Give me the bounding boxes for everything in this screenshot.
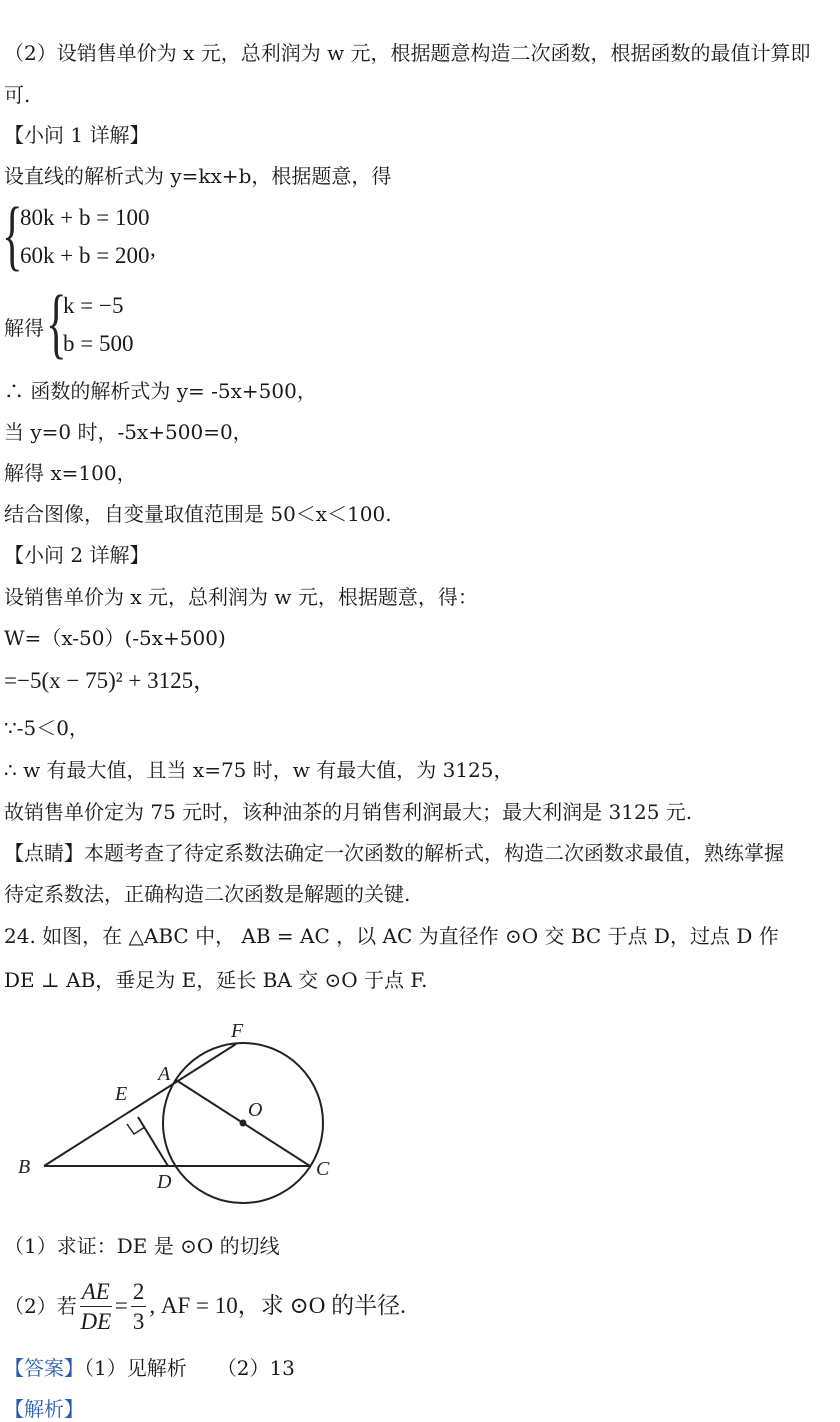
sub-question-2 (4, 1276, 406, 1337)
fraction-two-thirds (131, 1278, 147, 1337)
fraction-ae-de (80, 1278, 112, 1337)
text-line: 当 y=0 时，-5x+500=0， (4, 420, 253, 444)
section-heading: 【小问 1 详解】 (4, 123, 150, 147)
label-o: O (248, 1099, 263, 1121)
text-line: 设直线的解析式为 y=kx+b，根据题意，得 (4, 164, 392, 188)
text-line: ∴ 函数的解析式为 y= -5x+500， (4, 379, 317, 403)
answer-tag: 【答案】 (4, 1356, 84, 1380)
text-line: （2）设销售单价为 x 元，总利润为 w 元，根据题意构造二次函数，根据函数的最值计算即 (4, 41, 811, 65)
text-line: 可. (4, 83, 31, 107)
sub-question-1: （1）求证：DE 是 ⊙O 的切线 (4, 1234, 280, 1258)
section-heading: 【小问 2 详解】 (4, 543, 150, 567)
equals-sign: = (114, 1293, 128, 1318)
answer-line (4, 1355, 295, 1381)
label-a: A (158, 1063, 171, 1085)
equation: 80k + b = 100 (20, 205, 150, 230)
label-f: F (231, 1020, 244, 1042)
text-line: 设销售单价为 x 元，总利润为 w 元，根据题意，得： (4, 585, 478, 609)
equation: 60k + b = 200 (20, 243, 150, 268)
label-d: D (157, 1171, 172, 1193)
sub-question-prefix: （2）若 (4, 1294, 77, 1318)
fraction-denominator: 3 (132, 1309, 145, 1334)
text-line: W=（x-50）(-5x+500) (4, 626, 226, 650)
equation: k = −5 (63, 293, 124, 318)
question-text: 24. 如图，在 △ABC 中， AB = AC ，以 AC 为直径作 ⊙O 交 BC 于点 D，过点 D 作 (4, 924, 779, 948)
text-line: =−5(x − 75)² + 3125， (4, 668, 217, 693)
label-c: C (316, 1158, 330, 1180)
fraction-numerator: 2 (131, 1278, 147, 1307)
fraction-denominator: DE (80, 1309, 112, 1334)
equation: b = 500 (63, 331, 134, 356)
fraction-numerator: AE (80, 1278, 112, 1307)
sub-question-suffix: , AF = 10，求 ⊙O 的半径. (149, 1293, 406, 1318)
text-line: 解得 x=100， (4, 461, 137, 485)
text-line: 故销售单价定为 75 元时，该种油茶的月销售利润最大；最大利润是 3125 元. (4, 800, 693, 824)
solve-label: 解得 (4, 316, 44, 340)
center-dot (240, 1120, 247, 1127)
brace-icon: { (46, 279, 67, 366)
brace-icon: { (2, 191, 23, 278)
label-e: E (115, 1083, 128, 1105)
analysis-tag: 【解析】 (4, 1397, 84, 1421)
text-line: 待定系数法，正确构造二次函数是解题的关键. (4, 882, 411, 906)
answer-text: （1）见解析 （2）13 (84, 1356, 295, 1380)
geometry-figure (0, 1010, 360, 1210)
segment-bf (44, 1044, 236, 1166)
text-line: ∵-5＜0， (4, 716, 89, 740)
question-text: DE ⊥ AB，垂足为 E，延长 BA 交 ⊙O 于点 F. (4, 968, 428, 992)
text-line: ∴ w 有最大值，且当 x=75 时，w 有最大值，为 3125， (4, 758, 514, 782)
label-b: B (18, 1156, 31, 1178)
comma: , (150, 236, 156, 261)
text-line: 【点睛】本题考查了待定系数法确定一次函数的解析式，构造二次函数求最值，熟练掌握 (4, 841, 784, 865)
text-line: 结合图像，自变量取值范围是 50＜x＜100. (4, 502, 392, 526)
